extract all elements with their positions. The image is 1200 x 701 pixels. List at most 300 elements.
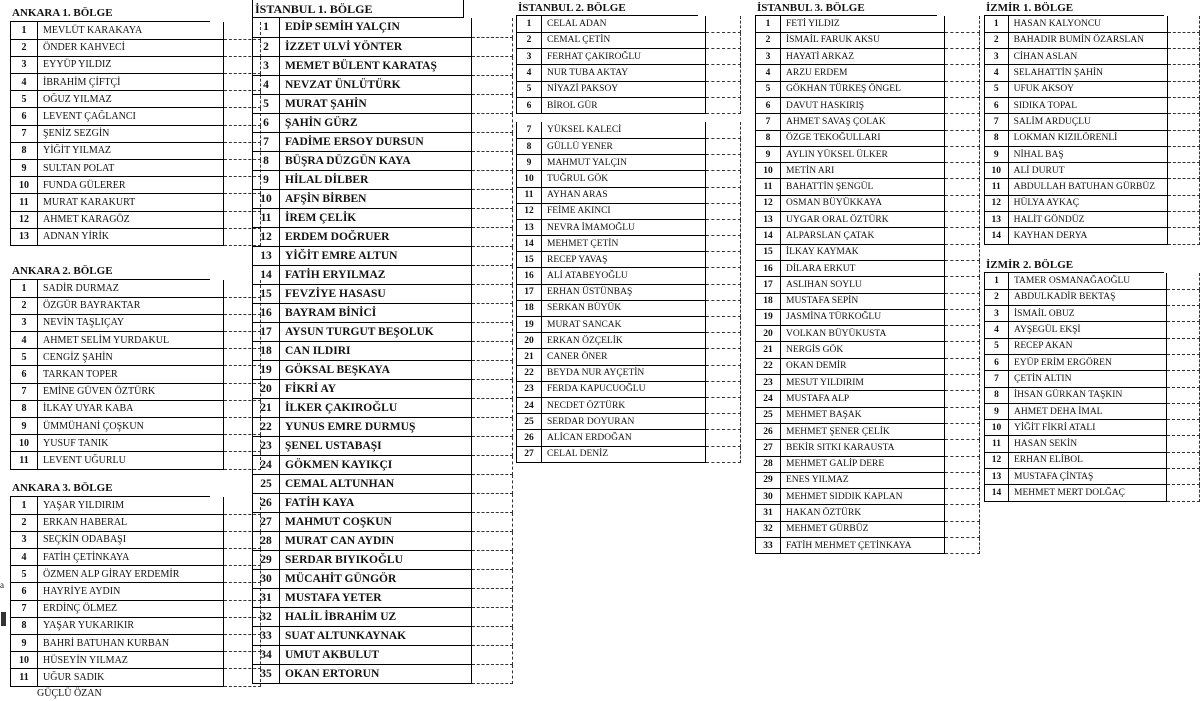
member-name: FERHAT ÇAKIROĞLU bbox=[542, 49, 706, 65]
empty-cell bbox=[706, 65, 741, 81]
row-number: 2 bbox=[756, 32, 781, 48]
row-number: 21 bbox=[756, 342, 781, 358]
empty-cell bbox=[945, 65, 980, 81]
region-title: İZMİR 2. BÖLGE bbox=[984, 257, 1164, 273]
ankara-2-region bbox=[10, 262, 261, 470]
izmir-2-region bbox=[984, 257, 1200, 502]
member-name: TARKAN TOPER bbox=[38, 366, 224, 383]
list-item bbox=[756, 130, 980, 146]
row-number: 9 bbox=[985, 146, 1009, 162]
member-name: FATİH ERYILMAZ bbox=[280, 265, 472, 284]
region-title: ANKARA 2. BÖLGE bbox=[10, 262, 210, 280]
empty-cell bbox=[706, 252, 741, 268]
list-item bbox=[517, 349, 741, 365]
member-name: ÖZMEN ALP GİRAY ERDEMİR bbox=[38, 566, 224, 583]
member-name: SERDAR BIYIKOĞLU bbox=[280, 550, 472, 569]
member-name: YİĞİT EMRE ALTUN bbox=[280, 246, 472, 265]
row-number: 2 bbox=[11, 297, 38, 314]
member-name: DİLARA ERKUT bbox=[781, 260, 945, 276]
row-number: 13 bbox=[985, 469, 1009, 485]
row-number: 3 bbox=[985, 49, 1009, 65]
list-item bbox=[253, 208, 513, 227]
empty-cell bbox=[945, 456, 980, 472]
member-name: SEÇKİN ODABAŞI bbox=[38, 531, 224, 548]
list-item bbox=[517, 203, 741, 219]
empty-cell bbox=[706, 300, 741, 316]
list-item bbox=[11, 418, 261, 435]
member-name: HAYATİ ARKAZ bbox=[781, 49, 945, 65]
list-item bbox=[517, 333, 741, 349]
empty-cell bbox=[945, 309, 980, 325]
row-number: 7 bbox=[517, 122, 542, 138]
row-number: 2 bbox=[985, 289, 1009, 305]
member-name: ERDEM DOĞRUER bbox=[280, 227, 472, 246]
row-number: 30 bbox=[756, 489, 781, 505]
list-item bbox=[11, 39, 261, 56]
list-item bbox=[985, 81, 1200, 97]
row-number: 8 bbox=[11, 142, 38, 159]
list-item bbox=[11, 669, 261, 686]
empty-cell bbox=[945, 521, 980, 537]
list-item bbox=[756, 32, 980, 48]
member-name: ALİ DURUT bbox=[1008, 163, 1168, 179]
ankara-1-region bbox=[10, 5, 261, 246]
empty-cell bbox=[1168, 179, 1200, 195]
row-number: 8 bbox=[11, 400, 38, 417]
member-name: NERGİS GÖK bbox=[781, 342, 945, 358]
row-number: 6 bbox=[11, 583, 38, 600]
list-item bbox=[985, 97, 1200, 113]
member-name: MEHMET SIDDIK KAPLAN bbox=[781, 489, 945, 505]
list-item bbox=[517, 446, 741, 462]
list-item bbox=[756, 456, 980, 472]
row-number: 11 bbox=[11, 669, 38, 686]
row-number: 7 bbox=[985, 114, 1009, 130]
member-name: MEHMET MERT DOLĞAÇ bbox=[1009, 485, 1167, 501]
member-name: ADNAN YİRİK bbox=[38, 228, 224, 245]
list-item bbox=[11, 194, 261, 211]
list-item bbox=[985, 306, 1200, 322]
list-item bbox=[253, 151, 513, 170]
list-item bbox=[985, 49, 1200, 65]
list-item bbox=[253, 189, 513, 208]
list-item bbox=[517, 397, 741, 413]
member-name: İLKER ÇAKIROĞLU bbox=[280, 398, 472, 417]
member-name: MURAT ŞAHİN bbox=[280, 94, 472, 113]
list-item bbox=[756, 326, 980, 342]
member-name: BAHATTİN ŞENGÜL bbox=[781, 179, 945, 195]
member-name: RECEP YAVAŞ bbox=[542, 252, 706, 268]
list-item bbox=[253, 436, 513, 455]
member-name: ERHAN ELİBOL bbox=[1009, 452, 1167, 468]
list-item bbox=[756, 260, 980, 276]
row-number: 10 bbox=[756, 163, 781, 179]
ankara-3-region bbox=[10, 479, 261, 699]
list-item bbox=[985, 273, 1200, 289]
empty-cell bbox=[472, 341, 513, 360]
list-item bbox=[11, 617, 261, 634]
list-item bbox=[517, 268, 741, 284]
member-name: HALİT GÖNDÜZ bbox=[1008, 212, 1168, 228]
member-name: ÖZGÜR BAYRAKTAR bbox=[38, 297, 224, 314]
member-name: ÖNDER KAHVECİ bbox=[38, 39, 224, 56]
list-item bbox=[756, 505, 980, 521]
list-item bbox=[253, 341, 513, 360]
list-item bbox=[11, 280, 261, 297]
row-number: 17 bbox=[253, 322, 280, 341]
ankara-1-table bbox=[10, 22, 261, 246]
member-name: FATİH KAYA bbox=[280, 493, 472, 512]
list-item bbox=[517, 219, 741, 235]
list-item bbox=[11, 400, 261, 417]
empty-cell bbox=[945, 358, 980, 374]
empty-cell bbox=[1168, 212, 1200, 228]
list-item bbox=[985, 403, 1200, 419]
row-number: 5 bbox=[11, 566, 38, 583]
empty-cell bbox=[945, 440, 980, 456]
member-name: MUSTAFA SEPİN bbox=[781, 293, 945, 309]
list-item bbox=[253, 455, 513, 474]
member-name: OKAN DEMİR bbox=[781, 358, 945, 374]
list-item bbox=[253, 132, 513, 151]
row-number: 7 bbox=[985, 371, 1009, 387]
list-item bbox=[756, 16, 980, 32]
list-item bbox=[756, 195, 980, 211]
empty-cell bbox=[1167, 322, 1200, 338]
row-number: 19 bbox=[253, 360, 280, 379]
row-number: 7 bbox=[756, 114, 781, 130]
empty-cell bbox=[472, 322, 513, 341]
empty-cell bbox=[945, 277, 980, 293]
member-name: HAYRİYE AYDIN bbox=[38, 583, 224, 600]
member-name: ALPARSLAN ÇATAK bbox=[781, 228, 945, 244]
row-number: 22 bbox=[517, 365, 542, 381]
row-number: 4 bbox=[985, 322, 1009, 338]
empty-cell bbox=[945, 375, 980, 391]
list-item bbox=[11, 383, 261, 400]
list-item bbox=[11, 297, 261, 314]
member-name: DAVUT HASKIRIŞ bbox=[781, 97, 945, 113]
list-item bbox=[517, 16, 741, 32]
row-number: 17 bbox=[756, 277, 781, 293]
empty-cell bbox=[472, 645, 513, 664]
member-name: HASAN SEKİN bbox=[1009, 436, 1167, 452]
member-name: İZZET ULVİ YÖNTER bbox=[280, 37, 472, 56]
row-number: 1 bbox=[756, 16, 781, 32]
empty-cell bbox=[1168, 130, 1200, 146]
row-number: 5 bbox=[985, 81, 1009, 97]
row-number: 21 bbox=[253, 398, 280, 417]
empty-cell bbox=[706, 333, 741, 349]
list-item bbox=[517, 81, 741, 97]
row-number: 6 bbox=[985, 354, 1009, 370]
member-name: FERDA KAPUCUOĞLU bbox=[542, 381, 706, 397]
empty-cell bbox=[472, 379, 513, 398]
row-number: 6 bbox=[756, 97, 781, 113]
list-item bbox=[253, 303, 513, 322]
empty-cell bbox=[1168, 49, 1200, 65]
member-name: ÖZGE TEKOĞULLARI bbox=[781, 130, 945, 146]
ankara-2-table bbox=[10, 280, 261, 470]
list-item bbox=[985, 354, 1200, 370]
member-name: HÜSEYİN YILMAZ bbox=[38, 652, 224, 669]
member-name: BAHADIR BUMİN ÖZARSLAN bbox=[1008, 32, 1168, 48]
member-name: ALİ ATABEYOĞLU bbox=[542, 268, 706, 284]
list-item bbox=[253, 645, 513, 664]
list-item bbox=[253, 75, 513, 94]
list-item bbox=[756, 375, 980, 391]
row-number: 22 bbox=[253, 417, 280, 436]
member-name: EYYÜP YILDIZ bbox=[38, 56, 224, 73]
empty-cell bbox=[472, 265, 513, 284]
member-name: VOLKAN BÜYÜKUSTA bbox=[781, 326, 945, 342]
list-item bbox=[11, 531, 261, 548]
list-item bbox=[985, 338, 1200, 354]
empty-cell bbox=[472, 56, 513, 75]
row-number: 2 bbox=[11, 39, 38, 56]
empty-cell bbox=[472, 360, 513, 379]
list-item bbox=[11, 228, 261, 245]
member-name: OSMAN BÜYÜKKAYA bbox=[781, 195, 945, 211]
member-name: MÜCAHİT GÜNGÖR bbox=[280, 569, 472, 588]
row-number: 26 bbox=[253, 493, 280, 512]
row-number: 29 bbox=[756, 472, 781, 488]
list-item bbox=[253, 493, 513, 512]
list-item bbox=[253, 265, 513, 284]
list-item bbox=[11, 600, 261, 617]
row-number: 33 bbox=[253, 626, 280, 645]
row-number: 6 bbox=[253, 113, 280, 132]
row-number: 23 bbox=[517, 381, 542, 397]
empty-cell bbox=[1167, 306, 1200, 322]
row-number: 20 bbox=[253, 379, 280, 398]
list-item bbox=[985, 371, 1200, 387]
member-name: UĞUR SADIK bbox=[38, 669, 224, 686]
row-number: 10 bbox=[985, 163, 1009, 179]
empty-cell bbox=[472, 588, 513, 607]
empty-cell bbox=[1168, 16, 1200, 32]
empty-cell bbox=[945, 423, 980, 439]
member-name: YÜKSEL KALECİ bbox=[542, 122, 706, 138]
member-name: OKAN ERTORUN bbox=[280, 664, 472, 683]
list-item bbox=[517, 236, 741, 252]
list-item bbox=[11, 108, 261, 125]
row-number: 4 bbox=[11, 549, 38, 566]
row-number: 28 bbox=[253, 531, 280, 550]
list-item bbox=[756, 472, 980, 488]
row-number: 26 bbox=[756, 423, 781, 439]
row-number: 3 bbox=[517, 49, 542, 65]
member-name: AHMET KARAGÖZ bbox=[38, 211, 224, 228]
empty-cell bbox=[945, 505, 980, 521]
list-item bbox=[517, 122, 741, 138]
empty-cell bbox=[945, 16, 980, 32]
list-item bbox=[756, 342, 980, 358]
member-name: BÜŞRA DÜZGÜN KAYA bbox=[280, 151, 472, 170]
member-name: CANER ÖNER bbox=[542, 349, 706, 365]
row-number: 12 bbox=[985, 452, 1009, 468]
row-number: 11 bbox=[985, 179, 1009, 195]
empty-cell bbox=[472, 227, 513, 246]
empty-cell bbox=[706, 349, 741, 365]
empty-cell bbox=[945, 146, 980, 162]
member-name: CENGİZ ŞAHİN bbox=[38, 349, 224, 366]
empty-cell bbox=[472, 436, 513, 455]
member-name: ALİCAN ERDOĞAN bbox=[542, 430, 706, 446]
list-item bbox=[11, 349, 261, 366]
empty-cell bbox=[706, 414, 741, 430]
row-number: 12 bbox=[756, 195, 781, 211]
row-number: 10 bbox=[11, 177, 38, 194]
member-name: RECEP AKAN bbox=[1009, 338, 1167, 354]
empty-cell bbox=[472, 455, 513, 474]
row-number: 14 bbox=[517, 236, 542, 252]
list-item bbox=[253, 550, 513, 569]
row-number: 9 bbox=[253, 170, 280, 189]
list-item bbox=[985, 195, 1200, 211]
member-name: FATİH MEHMET ÇETİNKAYA bbox=[781, 538, 945, 554]
row-number: 12 bbox=[11, 211, 38, 228]
empty-cell bbox=[1167, 420, 1200, 436]
row-number: 11 bbox=[253, 208, 280, 227]
member-name: ŞAHİN GÜRZ bbox=[280, 113, 472, 132]
member-name: MURAT SANCAK bbox=[542, 317, 706, 333]
empty-cell bbox=[1168, 32, 1200, 48]
list-item bbox=[517, 430, 741, 446]
row-number: 20 bbox=[756, 326, 781, 342]
member-name: YAŞAR YUKARIKIR bbox=[38, 617, 224, 634]
member-name: NEVRA İMAMOĞLU bbox=[542, 219, 706, 235]
empty-cell bbox=[706, 236, 741, 252]
member-name: MAHMUT YALÇIN bbox=[542, 155, 706, 171]
row-number: 19 bbox=[756, 309, 781, 325]
empty-cell bbox=[945, 538, 980, 554]
member-name: AYŞEGÜL EKŞİ bbox=[1009, 322, 1167, 338]
empty-cell bbox=[706, 155, 741, 171]
member-name: SULTAN POLAT bbox=[38, 160, 224, 177]
row-number: 33 bbox=[756, 538, 781, 554]
member-name: HAKAN ÖZTÜRK bbox=[781, 505, 945, 521]
empty-cell bbox=[945, 114, 980, 130]
list-item bbox=[756, 407, 980, 423]
member-name: CELAL DENİZ bbox=[542, 446, 706, 462]
row-number: 2 bbox=[253, 37, 280, 56]
member-name: YUSUF TANIK bbox=[38, 435, 224, 452]
list-item bbox=[253, 379, 513, 398]
empty-cell bbox=[945, 49, 980, 65]
row-number: 25 bbox=[756, 407, 781, 423]
empty-cell bbox=[945, 260, 980, 276]
row-number: 1 bbox=[517, 16, 542, 32]
list-item bbox=[253, 227, 513, 246]
list-item bbox=[756, 391, 980, 407]
empty-cell bbox=[706, 446, 741, 462]
list-item bbox=[11, 74, 261, 91]
row-number: 1 bbox=[11, 280, 38, 297]
list-item bbox=[11, 160, 261, 177]
list-item bbox=[11, 332, 261, 349]
empty-cell bbox=[706, 430, 741, 446]
member-name: FUNDA GÜLERER bbox=[38, 177, 224, 194]
empty-cell bbox=[945, 391, 980, 407]
member-name: NİYAZİ PAKSOY bbox=[542, 81, 706, 97]
list-item bbox=[985, 179, 1200, 195]
row-number: 4 bbox=[11, 332, 38, 349]
row-number: 28 bbox=[756, 456, 781, 472]
member-name: ÇETİN ALTIN bbox=[1009, 371, 1167, 387]
empty-cell bbox=[472, 132, 513, 151]
list-item bbox=[985, 387, 1200, 403]
empty-cell bbox=[1167, 289, 1200, 305]
member-name: ŞENEL USTABAŞI bbox=[280, 436, 472, 455]
row-number: 14 bbox=[253, 265, 280, 284]
row-number: 7 bbox=[11, 125, 38, 142]
list-item bbox=[756, 114, 980, 130]
istanbul-1-table bbox=[252, 18, 513, 684]
member-name: CİHAN ASLAN bbox=[1008, 49, 1168, 65]
empty-cell bbox=[945, 472, 980, 488]
empty-cell bbox=[1167, 485, 1200, 501]
list-item bbox=[756, 277, 980, 293]
empty-cell bbox=[472, 151, 513, 170]
member-name: NECDET ÖZTÜRK bbox=[542, 397, 706, 413]
list-item bbox=[253, 569, 513, 588]
row-number: 5 bbox=[11, 349, 38, 366]
empty-cell bbox=[945, 244, 980, 260]
row-number: 2 bbox=[517, 32, 542, 48]
list-item bbox=[517, 97, 741, 113]
list-item bbox=[985, 485, 1200, 501]
list-item bbox=[517, 381, 741, 397]
row-number: 32 bbox=[253, 607, 280, 626]
empty-cell bbox=[706, 16, 741, 32]
member-name: AYSUN TURGUT BEŞOLUK bbox=[280, 322, 472, 341]
list-item bbox=[11, 142, 261, 159]
member-name: İBRAHİM ÇİFTÇİ bbox=[38, 74, 224, 91]
row-number: 18 bbox=[253, 341, 280, 360]
empty-cell bbox=[945, 195, 980, 211]
empty-cell bbox=[472, 398, 513, 417]
list-item bbox=[756, 97, 980, 113]
list-item bbox=[756, 163, 980, 179]
row-number: 11 bbox=[11, 452, 38, 469]
empty-cell bbox=[1168, 97, 1200, 113]
list-item bbox=[756, 212, 980, 228]
list-item bbox=[985, 212, 1200, 228]
row-number: 5 bbox=[517, 81, 542, 97]
row-number: 13 bbox=[11, 228, 38, 245]
member-name: MUSTAFA YETER bbox=[280, 588, 472, 607]
empty-cell bbox=[945, 179, 980, 195]
list-item bbox=[756, 146, 980, 162]
empty-cell bbox=[1168, 195, 1200, 211]
list-item bbox=[756, 244, 980, 260]
member-name: ÜMMÜHANİ ÇOŞKUN bbox=[38, 418, 224, 435]
member-name: FETİ YILDIZ bbox=[781, 16, 945, 32]
region-title: İSTANBUL 2. BÖLGE bbox=[516, 0, 698, 16]
member-name: CEMAL ÇETİN bbox=[542, 32, 706, 48]
member-name: NEVZAT ÜNLÜTÜRK bbox=[280, 75, 472, 94]
row-number: 8 bbox=[11, 617, 38, 634]
list-item bbox=[985, 289, 1200, 305]
list-item bbox=[517, 300, 741, 316]
row-number: 7 bbox=[11, 600, 38, 617]
row-number: 16 bbox=[253, 303, 280, 322]
row-number: 29 bbox=[253, 550, 280, 569]
member-name: LOKMAN KIZILÖRENLİ bbox=[1008, 130, 1168, 146]
empty-cell bbox=[945, 228, 980, 244]
row-number: 5 bbox=[985, 338, 1009, 354]
